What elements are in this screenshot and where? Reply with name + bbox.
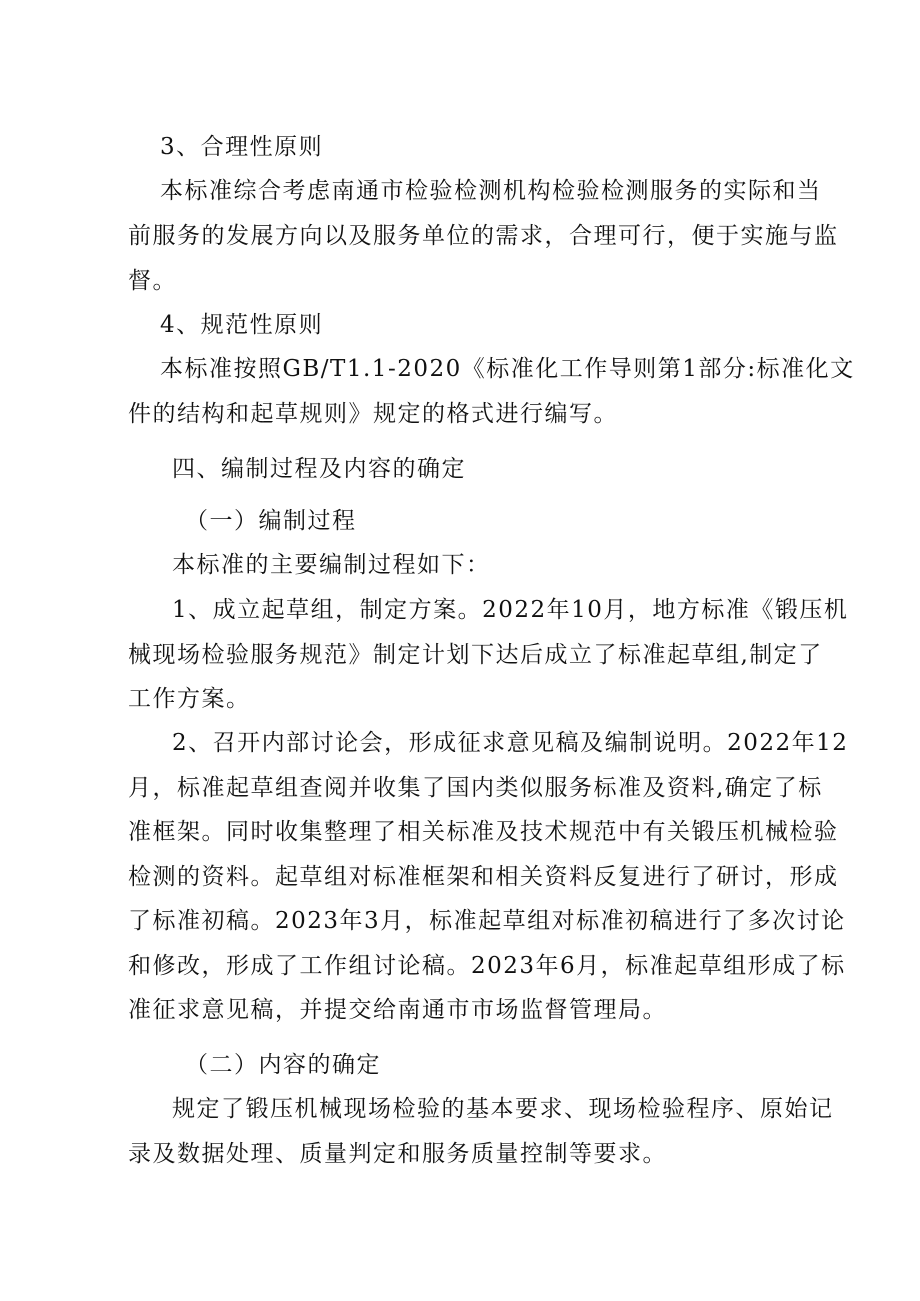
principle-4-text-line-2: 件的结构和起草规则》规定的格式进行编写。: [128, 401, 618, 427]
step-2-line-1: 2、召开内部讨论会，形成征求意见稿及编制说明。2022年12: [172, 730, 849, 756]
step-2-line-5: 了标准初稿。2023年3月，标准起草组对标准初稿进行了多次讨论: [128, 908, 846, 934]
step-2-line-3: 准框架。同时收集整理了相关标准及技术规范中有关锻压机械检验: [128, 819, 839, 845]
step-2-line-6: 和修改，形成了工作组讨论稿。2023年6月，标准起草组形成了标: [128, 953, 846, 979]
subsection-1-heading: （一）编制过程: [185, 508, 357, 534]
section-4-heading: 四、编制过程及内容的确定: [172, 456, 466, 482]
subsection-2-heading: （二）内容的确定: [185, 1052, 381, 1078]
step-1-line-2: 械现场检验服务规范》制定计划下达后成立了标准起草组,制定了: [128, 642, 823, 668]
principle-3-text-line-2: 前服务的发展方向以及服务单位的需求，合理可行，便于实施与监: [128, 223, 839, 249]
subsection-2-line-2: 录及数据处理、质量判定和服务质量控制等要求。: [128, 1141, 667, 1167]
step-2-line-2: 月，标准起草组查阅并收集了国内类似服务标准及资料,确定了标: [128, 775, 823, 801]
principle-3-text-line-1: 本标准综合考虑南通市检验检测机构检验检测服务的实际和当: [160, 178, 822, 204]
step-2-line-7: 准征求意见稿，并提交给南通市市场监督管理局。: [128, 997, 667, 1023]
principle-4-text-line-1: 本标准按照GB/T1.1-2020《标准化工作导则第1部分:标准化文: [160, 356, 855, 382]
principle-4-heading: 4、规范性原则: [160, 312, 324, 338]
step-1-line-1: 1、成立起草组，制定方案。2022年10月，地方标准《锻压机: [172, 597, 849, 623]
subsection-2-line-1: 规定了锻压机械现场检验的基本要求、现场检验程序、原始记: [172, 1096, 834, 1122]
step-1-line-3: 工作方案。: [128, 686, 251, 712]
principle-3-heading: 3、合理性原则: [160, 134, 324, 160]
principle-3-text-line-3: 督。: [128, 268, 177, 294]
step-2-line-4: 检测的资料。起草组对标准框架和相关资料反复进行了研讨，形成: [128, 864, 839, 890]
subsection-1-intro: 本标准的主要编制过程如下：: [172, 552, 491, 578]
